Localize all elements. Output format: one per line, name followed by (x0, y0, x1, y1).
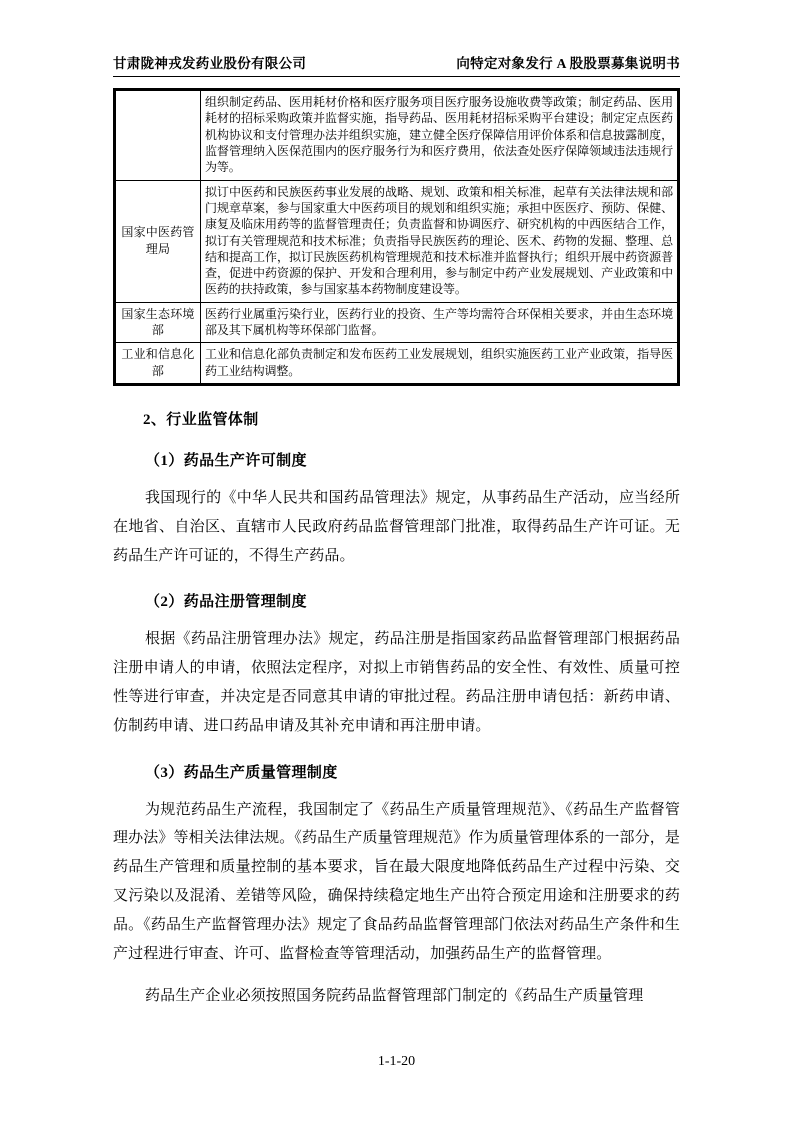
paragraph: 我国现行的《中华人民共和国药品管理法》规定，从事药品生产活动，应当经所在地省、自治区、直辖市人民政府药品监督管理部门批准，取得药品生产许可证。无药品生产许可证的，不得生产药品。 (113, 490, 680, 564)
table-cell-duties: 拟订中医药和民族医药事业发展的战略、规划、政策和相关标准，起草有关法律法规和部门规章草案，参与国家重大中医药项目的规划和组织实施；承担中医医疗、预防、保健、康复及临床用药等的监督管理责任；负责监督和协调医疗、研究机构的中西医结合工作，拟订有关管理规范和技术标准；负责指导民族医药的理论、医术、药物的发掘、整理、总结和提高工作，拟订民族医药机构管理规范和技术标准并监督执行；组织开展中药资源普查，促进中药资源的保护、开发和合理利用，参与制定中药产业发展规划、产业政策和中医药的扶持政策，参与国家基本药物制度建设等。 (201, 180, 678, 302)
paragraph: 药品生产企业必须按照国务院药品监督管理部门制定的《药品生产质量管理 (145, 988, 644, 1005)
table-cell-authority: 国家生态环境部 (116, 302, 201, 343)
table-cell-authority: 国家中医药管理局 (116, 180, 201, 302)
table-cell-authority (116, 91, 201, 181)
subsection-heading-registration-management: （2）药品注册管理制度 (145, 594, 307, 611)
header-company-name: 甘肃陇神戎发药业股份有限公司 (113, 56, 307, 71)
table-row (116, 180, 678, 302)
paragraph: 根据《药品注册管理办法》规定，药品注册是指国家药品监督管理部门根据药品注册申请人的申请，依照法定程序，对拟上市销售药品的安全性、有效性、质量可控性等进行审查，并决定是否同意其申请的审批过程。药品注册申请包括：新药申请、仿制药申请、进口药品申请及其补充申请和再注册申请。 (113, 631, 680, 734)
regulation-table (115, 90, 678, 384)
subsection-heading-quality-management: （3）药品生产质量管理制度 (145, 764, 338, 781)
regulation-table-wrapper (113, 88, 680, 386)
table-cell-authority: 工业和信息化部 (116, 343, 201, 384)
table-row (116, 91, 678, 181)
table-cell-duties: 工业和信息化部负责制定和发布医药工业发展规划，组织实施医药工业产业政策，指导医药工业结构调整。 (201, 343, 678, 384)
page-footer (0, 1054, 793, 1070)
header-divider (113, 76, 680, 77)
table-row (116, 343, 678, 384)
paragraph: 为规范药品生产流程，我国制定了《药品生产质量管理规范》、《药品生产监督管理办法》等相关法律法规。《药品生产质量管理规范》作为质量管理体系的一部分，是药品生产管理和质量控制的基本要求，旨在最大限度地降低药品生产过程中污染、交叉污染以及混淆、差错等风险，确保持续稳定地生产出符合预定用途和注册要求的药品。《药品生产监督管理办法》规定了食品药品监督管理部门依法对药品生产条件和生产过程进行审查、许可、监督检查等管理活动，加强药品生产的监督管理。 (113, 801, 680, 962)
table-cell-duties: 医药行业属重污染行业，医药行业的投资、生产等均需符合环保相关要求，并由生态环境部及其下属机构等环保部门监督。 (201, 302, 678, 343)
header-document-title: 向特定对象发行 A 股股票募集说明书 (456, 56, 680, 71)
page-header (113, 52, 680, 72)
table-cell-duties: 组织制定药品、医用耗材价格和医疗服务项目医疗服务设施收费等政策；制定药品、医用耗材的招标采购政策并监督实施，指导药品、医用耗材招标采购平台建设；制定定点医药机构协议和支付管理办法并组织实施，建立健全医疗保障信用评价体系和信息披露制度，监督管理纳入医保范围内的医疗服务行为和医疗费用，依法查处医疗保障领域违法违规行为等。 (201, 91, 678, 181)
page-number: 1-1-20 (377, 1054, 416, 1069)
table-row (116, 302, 678, 343)
subsection-heading-production-license: （1）药品生产许可制度 (145, 453, 307, 469)
section-heading-regulatory-system: 2、行业监管体制 (143, 412, 259, 428)
page-content (113, 88, 680, 1011)
